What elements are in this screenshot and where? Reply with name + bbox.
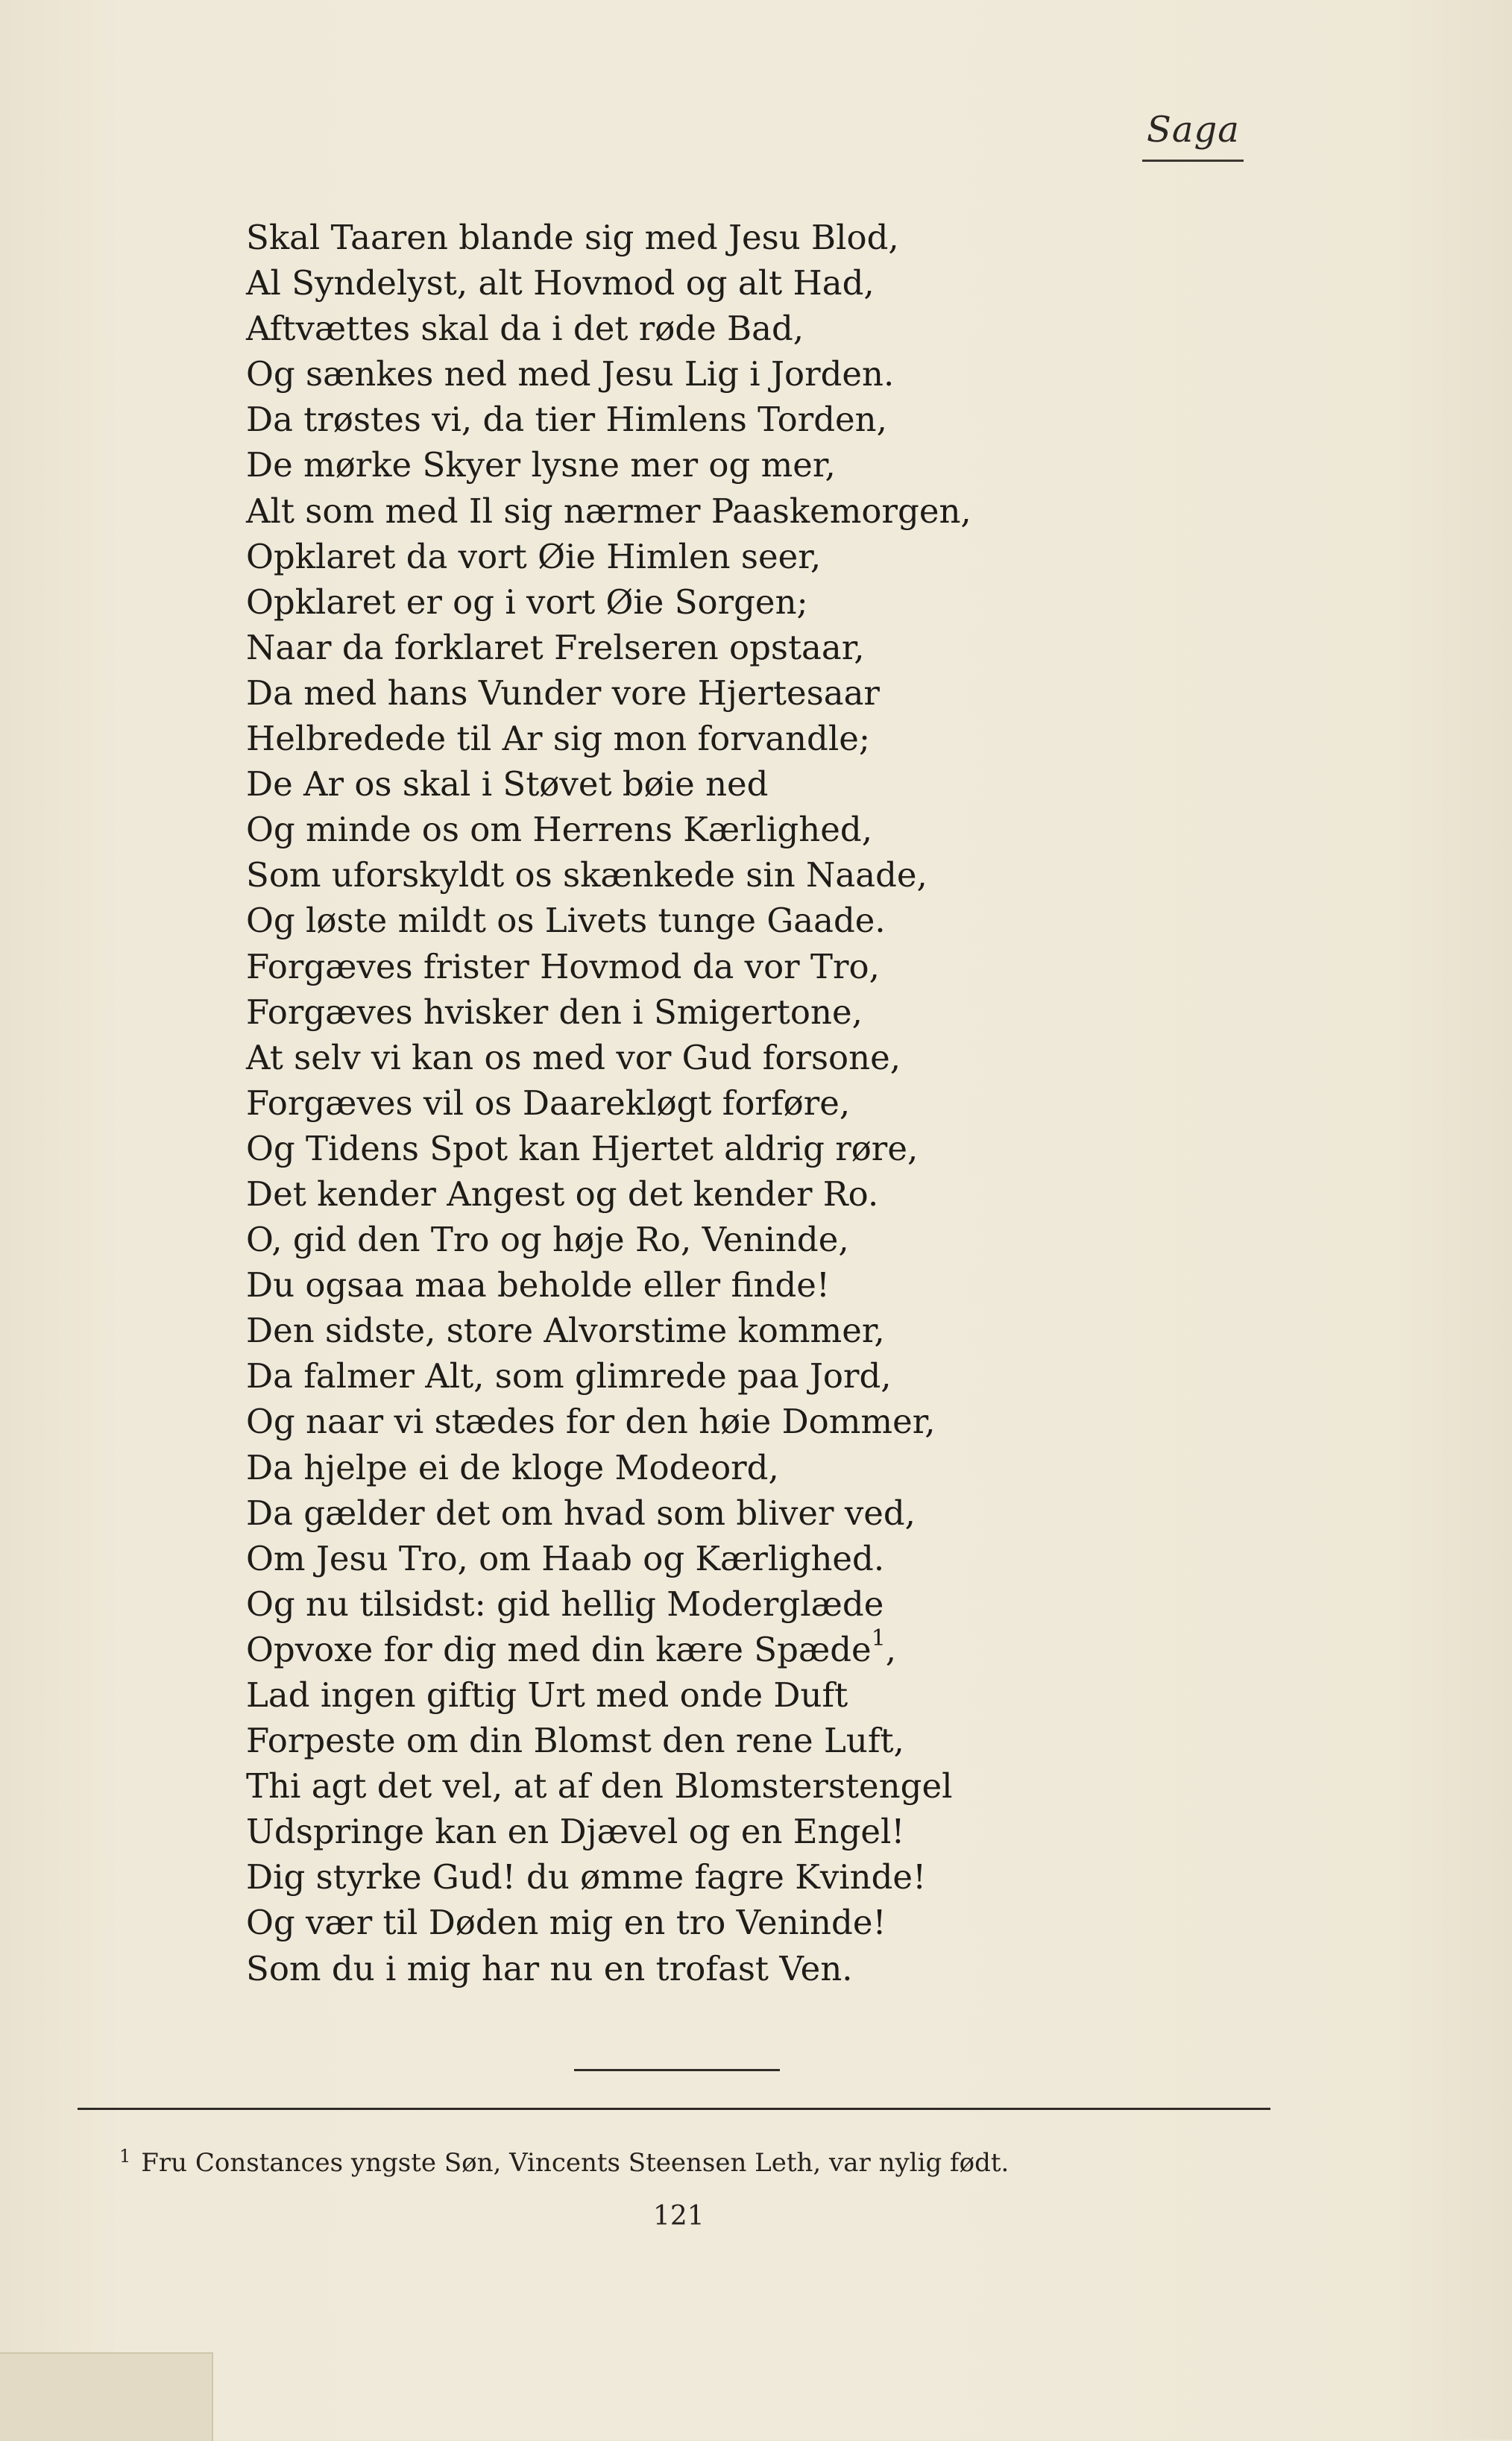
poem-line: Som du i mig har nu en trofast Ven. (246, 1948, 853, 1988)
poem-line: Aftvættes skal da i det røde Bad, (246, 309, 804, 349)
poem-line: Udspringe kan en Djævel og en Engel! (246, 1812, 905, 1852)
poem-line: Skal Taaren blande sig med Jesu Blod, (246, 218, 899, 257)
poem-line: Forgæves hvisker den i Smigertone, (246, 992, 863, 1032)
poem-line: Al Syndelyst, alt Hovmod og alt Had, (246, 263, 875, 303)
poem-line: Opklaret da vort Øie Himlen seer, (246, 536, 822, 576)
poem-line: Og naar vi stædes for den høie Dommer, (246, 1402, 936, 1442)
poem-line: Forpeste om din Blomst den rene Luft, (246, 1721, 904, 1761)
poem-line: Forgæves vil os Daarekløgt forføre, (246, 1083, 851, 1123)
poem-line-punctuation: , (885, 1629, 897, 1669)
poem-line: At selv vi kan os med vor Gud forsone, (246, 1037, 901, 1077)
poem-line: Da falmer Alt, som glimrede paa Jord, (246, 1356, 892, 1396)
poem-line: Naar da forklaret Frelseren opstaar, (246, 627, 865, 667)
poem-line: Og sænkes ned med Jesu Lig i Jorden. (246, 354, 895, 394)
footnote-separator (78, 2108, 1270, 2110)
poem-line: Da trøstes vi, da tier Himlens Torden, (246, 400, 887, 440)
scan-paper-edge (0, 2352, 213, 2441)
poem-line: Opklaret er og i vort Øie Sorgen; (246, 582, 808, 622)
poem-line: Som uforskyldt os skænkede sin Naade, (246, 855, 927, 895)
footnote-text: Fru Constances yngste Søn, Vincents Steensen Leth, var nylig født. (141, 2148, 1009, 2178)
poem-line: Alt som med Il sig nærmer Paaskemorgen, (246, 491, 971, 531)
poem-line: O, gid den Tro og høje Ro, Veninde, (246, 1220, 849, 1260)
poem-line: Helbredede til Ar sig mon forvandle; (246, 719, 871, 759)
poem-line: Da gælder det om hvad som bliver ved, (246, 1493, 916, 1533)
header-underline (1142, 160, 1244, 162)
page-number: 121 (653, 2201, 705, 2231)
poem-line-with-footnote (246, 1627, 1066, 1672)
poem-line: Den sidste, store Alvorstime kommer, (246, 1311, 885, 1351)
poem-line-text: Opvoxe for dig med din kære Spæde (246, 1629, 872, 1669)
poem-line: De Ar os skal i Støvet bøie ned (246, 764, 769, 804)
poem-line: Du ogsaa maa beholde eller finde! (246, 1265, 830, 1305)
poem-line: Og Tidens Spot kan Hjertet aldrig røre, (246, 1128, 919, 1168)
footnote-mark: 1 (119, 2146, 131, 2167)
poem-line: De mørke Skyer lysne mer og mer, (246, 445, 836, 485)
poem-line: Og minde os om Herrens Kærlighed, (246, 810, 872, 850)
poem-line: Da med hans Vunder vore Hjertesaar (246, 673, 880, 713)
poem-body (246, 215, 1066, 1991)
poem-line: Da hjelpe ei de kloge Modeord, (246, 1447, 779, 1487)
footnote-reference: 1 (871, 1625, 886, 1651)
poem-line: Og løste mildt os Livets tunge Gaade. (246, 901, 886, 941)
running-header-title: Saga (1147, 109, 1240, 151)
poem-end-rule (574, 2069, 780, 2071)
poem-line: Lad ingen giftig Urt med onde Duft (246, 1675, 848, 1715)
footnote (119, 2146, 1009, 2178)
poem-line: Thi agt det vel, at af den Blomsterstengel (246, 1766, 953, 1807)
poem-line: Dig styrke Gud! du ømme fagre Kvinde! (246, 1857, 927, 1897)
poem-line: Forgæves frister Hovmod da vor Tro, (246, 946, 880, 986)
poem-line: Og nu tilsidst: gid hellig Moderglæde (246, 1584, 884, 1624)
poem-line: Og vær til Døden mig en tro Veninde! (246, 1903, 886, 1943)
poem-line: Om Jesu Tro, om Haab og Kærlighed. (246, 1538, 885, 1578)
poem-line: Det kender Angest og det kender Ro. (246, 1174, 879, 1214)
